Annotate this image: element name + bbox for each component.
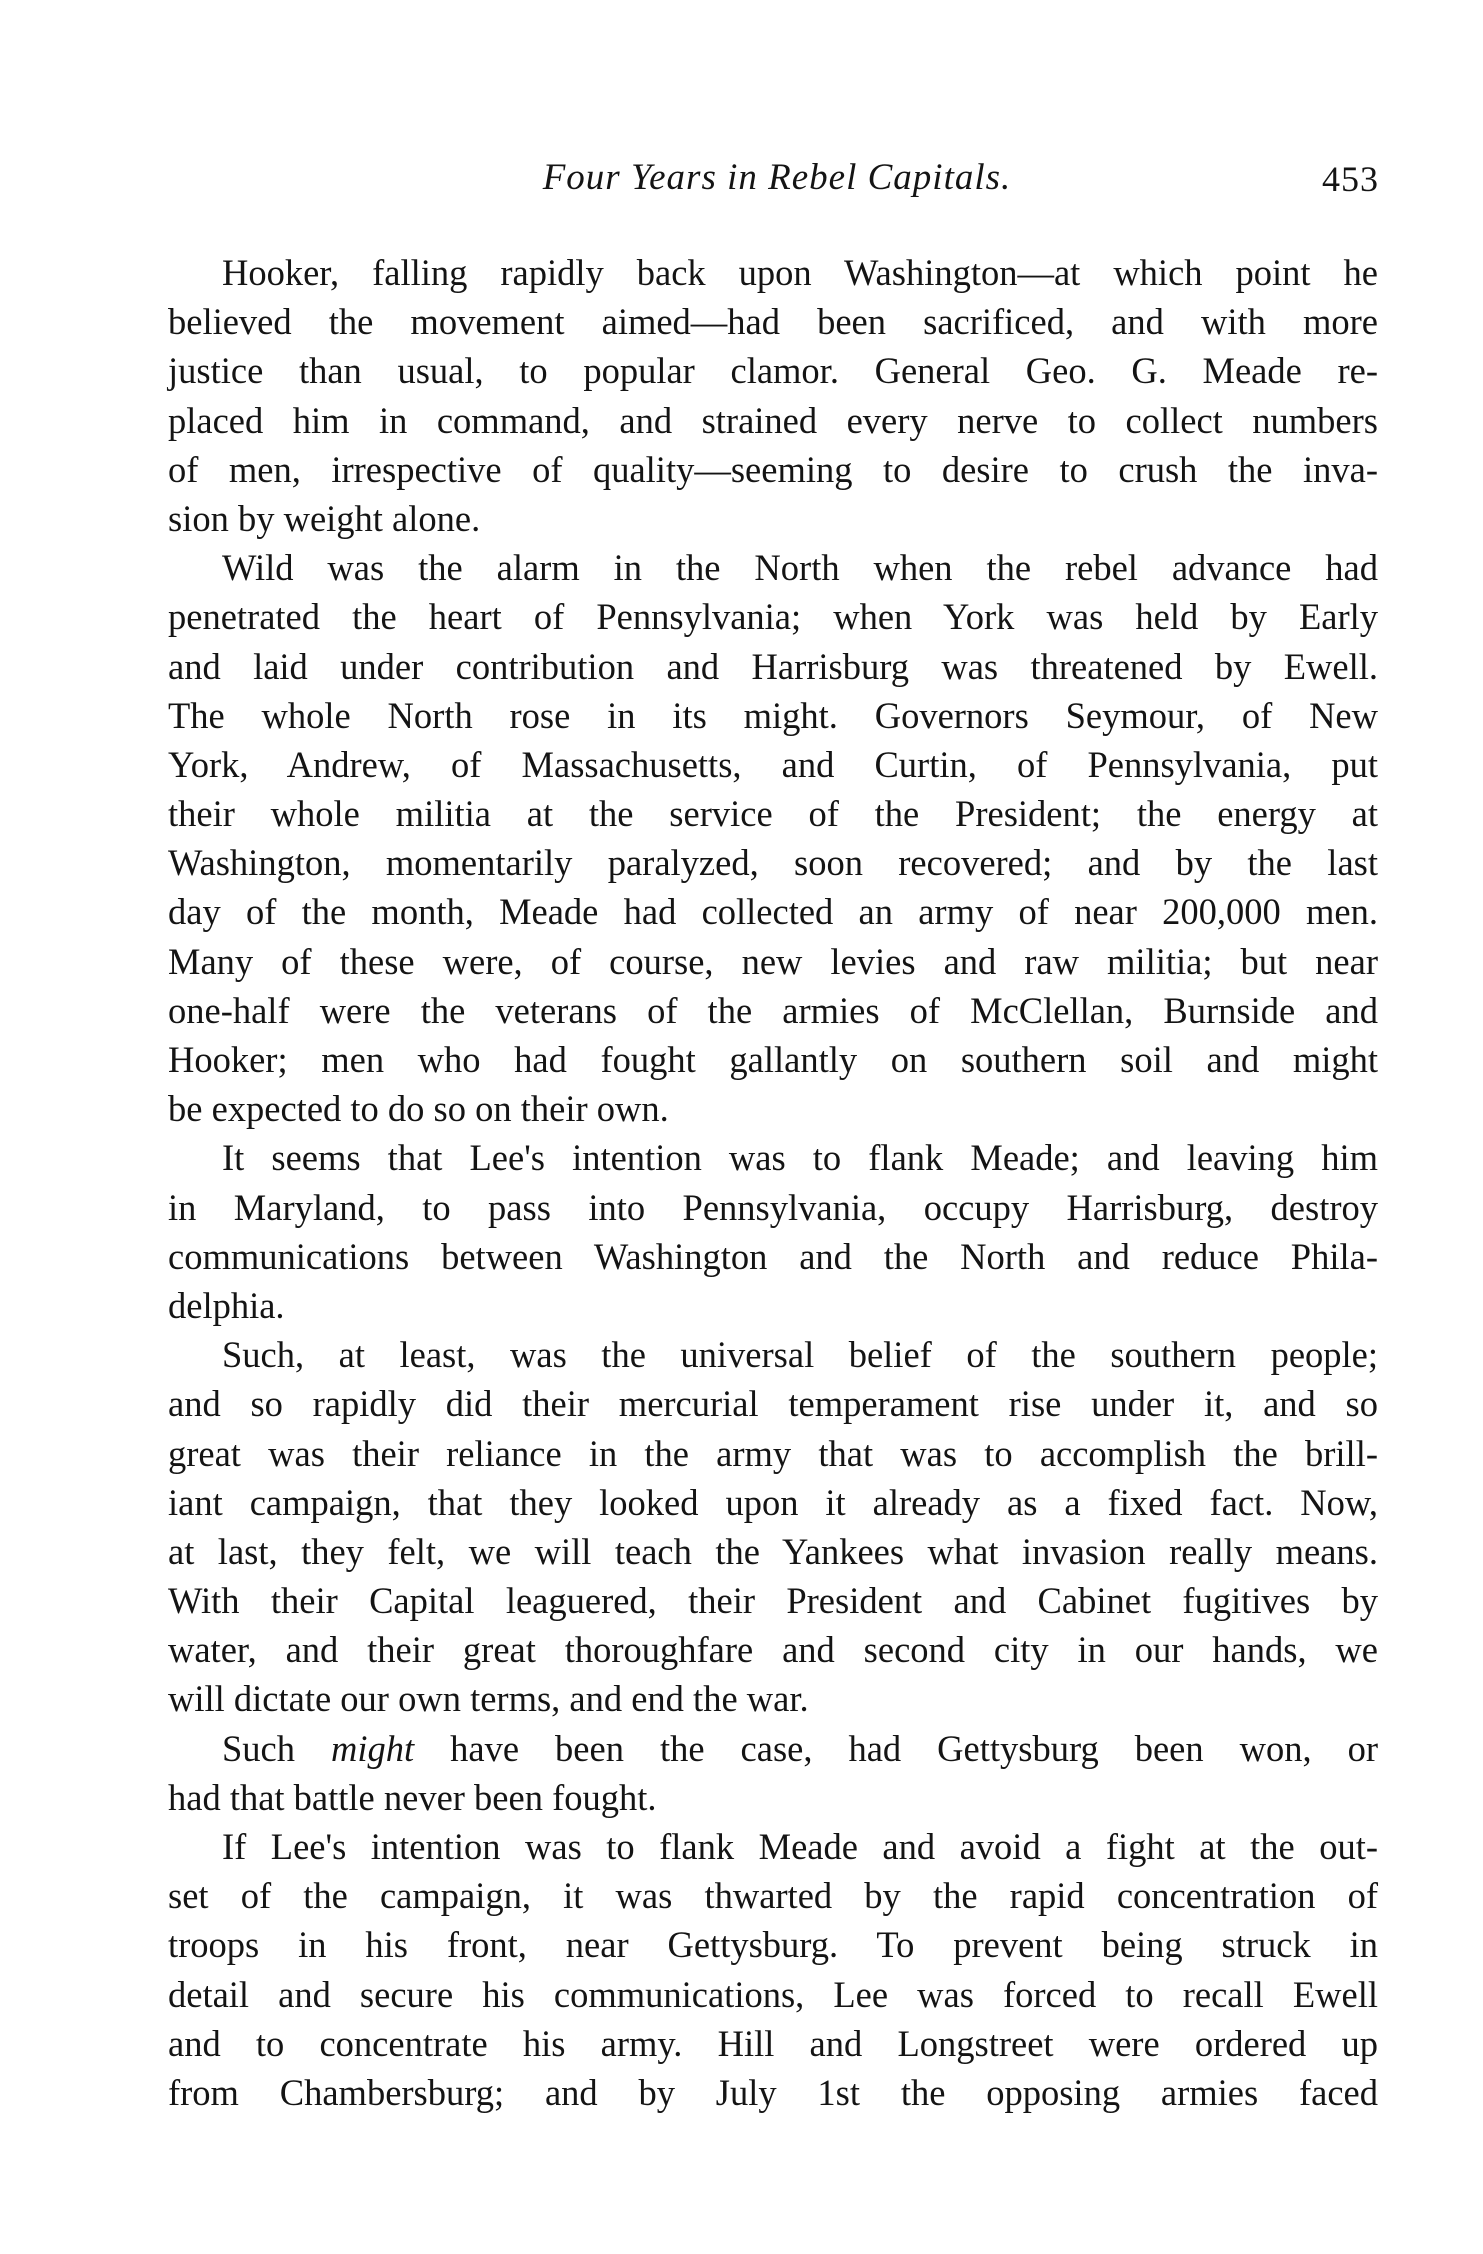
text-line: at last, they felt, we will teach the Yankees what invasion really means. [168, 1530, 1378, 1572]
running-head [171, 150, 1383, 210]
text-line: detail and secure his communications, Lee was forced to recall Ewell [168, 1973, 1378, 2015]
text-line: from Chambersburg; and by July 1st the opposing armies faced [168, 2071, 1378, 2113]
page-number: 453 [1322, 159, 1379, 199]
text-line: placed him in command, and strained every nerve to collect numbers [168, 399, 1378, 441]
text-line: With their Capital leaguered, their President and Cabinet fugitives by [168, 1580, 1378, 1622]
text-line: The whole North rose in its might. Governors Seymour, of New [168, 694, 1378, 736]
text-line: communications between Washington and the North and reduce Phila- [168, 1235, 1378, 1277]
text-line: be expected to do so on their own. [168, 1088, 669, 1130]
text-line: If Lee's intention was to flank Meade and avoid a fight at the out- [222, 1826, 1378, 1867]
text-line: Hooker; men who had fought gallantly on southern soil and might [168, 1039, 1378, 1080]
text-line: York, Andrew, of Massachusetts, and Curtin, of Pennsylvania, put [168, 743, 1378, 785]
running-title: Four Years in Rebel Capitals. [542, 157, 1012, 198]
text-line: in Maryland, to pass into Pennsylvania, occupy Harrisburg, destroy [168, 1186, 1378, 1228]
text-line: delphia. [168, 1284, 285, 1326]
text-line: and so rapidly did their mercurial temperament rise under it, and so [168, 1383, 1378, 1425]
text-line: one-half were the veterans of the armies of McClellan, Burnside and [168, 989, 1378, 1031]
text-line: had that battle never been fought. [168, 1776, 657, 1818]
text-line: sion by weight alone. [168, 497, 481, 539]
paragraph-1 [168, 248, 1378, 543]
text-line: day of the month, Meade had collected an army of near 200,000 men. [168, 891, 1378, 933]
text-line: It seems that Lee's intention was to flank Meade; and leaving him [222, 1137, 1378, 1179]
text-line: iant campaign, that they looked upon it already as a fixed fact. Now, [168, 1481, 1378, 1523]
text-line: justice than usual, to popular clamor. General Geo. G. Meade re- [168, 350, 1378, 392]
text-run: have been the case, had Gettysburg been won, or [414, 1727, 1378, 1769]
text-line: great was their reliance in the army that was to accomplish the brill- [168, 1432, 1378, 1474]
paragraph-3 [168, 1133, 1378, 1330]
body-text [168, 248, 1378, 2117]
text-line: set of the campaign, it was thwarted by the rapid concentration of [168, 1875, 1378, 1917]
text-line: Such, at least, was the universal belief of the southern people; [222, 1334, 1378, 1376]
paragraph-2 [168, 543, 1378, 1133]
paragraph-5 [168, 1724, 1378, 1822]
text-line: Many of these were, of course, new levies and raw militia; but near [168, 940, 1378, 982]
text-line: penetrated the heart of Pennsylvania; when York was held by Early [168, 596, 1378, 638]
text-line: Wild was the alarm in the North when the rebel advance had [222, 547, 1378, 589]
text-line: will dictate our own terms, and end the war. [168, 1678, 809, 1720]
emphasis: might [331, 1727, 415, 1769]
text-line: troops in his front, near Gettysburg. To prevent being struck in [168, 1924, 1378, 1966]
text-line: and to concentrate his army. Hill and Longstreet were ordered up [168, 2022, 1378, 2064]
text-line: water, and their great thoroughfare and second city in our hands, we [168, 1629, 1378, 1671]
text-line: believed the movement aimed—had been sacrificed, and with more [168, 301, 1378, 343]
text-line: Washington, momentarily paralyzed, soon recovered; and by the last [168, 842, 1378, 884]
text-line: Hooker, falling rapidly back upon Washington—at which point he [222, 252, 1378, 293]
text-line: and laid under contribution and Harrisburg was threatened by Ewell. [168, 645, 1378, 687]
paragraph-4 [168, 1330, 1378, 1724]
text-line: their whole militia at the service of the President; the energy at [168, 793, 1378, 835]
text-line: of men, irrespective of quality—seeming to desire to crush the inva- [168, 448, 1378, 490]
paragraph-6 [168, 1822, 1378, 2117]
text-line [168, 1724, 1378, 1773]
text-run: Such [222, 1727, 331, 1769]
